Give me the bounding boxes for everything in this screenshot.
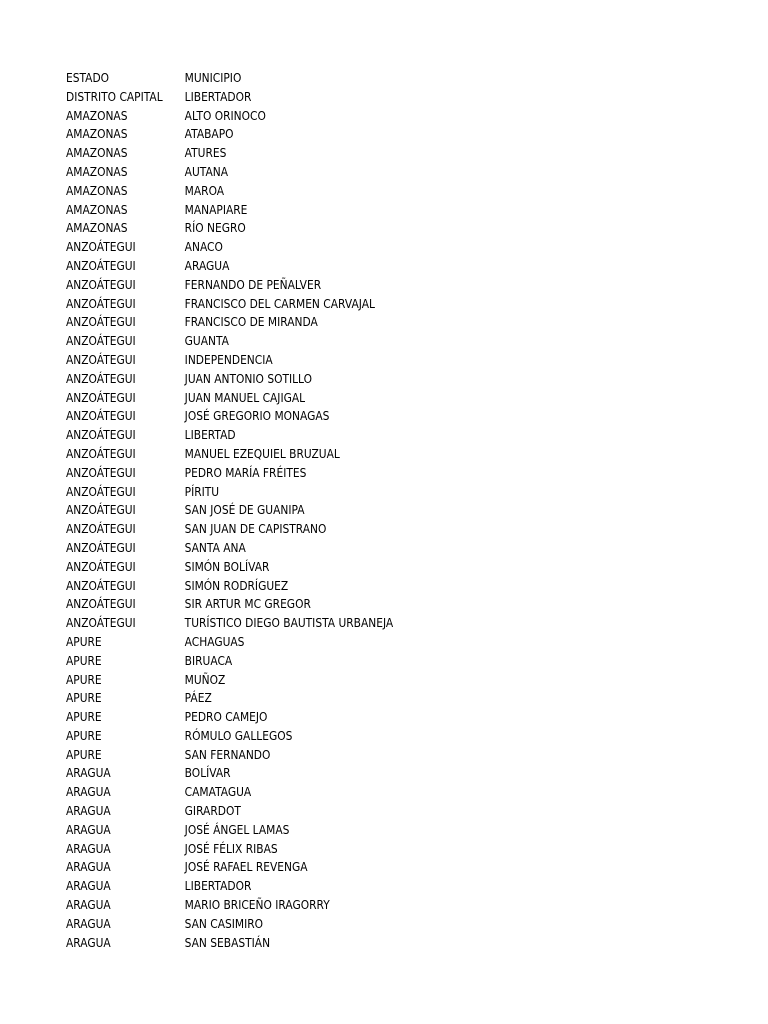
cell-estado: DISTRITO CAPITAL (66, 88, 163, 104)
cell-municipio: LIBERTAD (184, 427, 236, 443)
table-row (66, 558, 634, 577)
table-row (66, 877, 634, 896)
table-row (66, 370, 634, 389)
cell-estado: ANZOÁTEGUI (66, 539, 136, 555)
cell-municipio: ATABAPO (184, 126, 234, 142)
table-row (66, 182, 634, 201)
table-row (66, 614, 634, 633)
table-row (66, 858, 634, 877)
cell-estado: APURE (66, 690, 102, 706)
cell-municipio: SIMÓN BOLÍVAR (184, 558, 270, 574)
cell-municipio: BIRUACA (184, 652, 233, 668)
cell-estado: ANZOÁTEGUI (66, 615, 136, 631)
cell-municipio: PÁEZ (184, 690, 212, 706)
cell-estado: ARAGUA (66, 821, 111, 837)
cell-estado: AMAZONAS (66, 163, 128, 179)
cell-estado: ANZOÁTEGUI (66, 276, 136, 292)
table-row (66, 238, 634, 257)
table-row (66, 88, 634, 107)
cell-municipio: PEDRO MARÍA FRÉITES (184, 464, 307, 480)
table-row (66, 915, 634, 934)
cell-municipio: SIR ARTUR MC GREGOR (184, 596, 311, 612)
cell-estado: ARAGUA (66, 765, 111, 781)
cell-municipio: ALTO ORINOCO (184, 107, 266, 123)
cell-estado: APURE (66, 746, 102, 762)
header-estado: ESTADO (66, 70, 110, 85)
table-row (66, 125, 634, 144)
table-row (66, 520, 634, 539)
cell-municipio: JOSÉ FÉLIX RIBAS (184, 840, 278, 856)
cell-estado: ANZOÁTEGUI (66, 389, 136, 405)
table-row (66, 764, 634, 783)
table-row (66, 501, 634, 520)
cell-municipio: JOSÉ GREGORIO MONAGAS (184, 408, 330, 424)
table-row (66, 539, 634, 558)
cell-municipio: ACHAGUAS (184, 633, 245, 649)
cell-municipio: SAN SEBASTIÁN (184, 934, 271, 950)
cell-municipio: AUTANA (184, 163, 229, 179)
cell-estado: ARAGUA (66, 784, 111, 800)
cell-municipio: MANAPIARE (184, 201, 248, 217)
cell-estado: ANZOÁTEGUI (66, 370, 136, 386)
cell-estado: ARAGUA (66, 840, 111, 856)
table-row (66, 577, 634, 596)
cell-estado: AMAZONAS (66, 182, 128, 198)
cell-estado: ANZOÁTEGUI (66, 483, 136, 499)
cell-estado: ANZOÁTEGUI (66, 333, 136, 349)
cell-estado: ANZOÁTEGUI (66, 445, 136, 461)
cell-estado: AMAZONAS (66, 201, 128, 217)
table-row (66, 840, 634, 859)
cell-municipio: ARAGUA (184, 257, 230, 273)
cell-municipio: SAN JOSÉ DE GUANIPA (184, 502, 305, 518)
table-row (66, 257, 634, 276)
cell-municipio: FRANCISCO DEL CARMEN CARVAJAL (184, 295, 375, 311)
cell-municipio: JOSÉ RAFAEL REVENGA (184, 859, 308, 875)
cell-estado: ARAGUA (66, 934, 111, 950)
cell-estado: APURE (66, 727, 102, 743)
cell-estado: APURE (66, 671, 102, 687)
cell-estado: APURE (66, 709, 102, 725)
table-row (66, 389, 634, 408)
table-row (66, 295, 634, 314)
table-row (66, 633, 634, 652)
cell-estado: ANZOÁTEGUI (66, 596, 136, 612)
cell-municipio: ANACO (184, 239, 223, 255)
table-row (66, 163, 634, 182)
cell-municipio: SANTA ANA (184, 539, 246, 555)
cell-municipio: CAMATAGUA (184, 784, 252, 800)
cell-municipio: BOLÍVAR (184, 765, 231, 781)
cell-estado: ANZOÁTEGUI (66, 558, 136, 574)
cell-municipio: PEDRO CAMEJO (184, 709, 268, 725)
cell-estado: ANZOÁTEGUI (66, 408, 136, 424)
table-row (66, 821, 634, 840)
cell-estado: ANZOÁTEGUI (66, 464, 136, 480)
cell-estado: AMAZONAS (66, 107, 128, 123)
table-row (66, 201, 634, 220)
cell-estado: APURE (66, 652, 102, 668)
table-row (66, 746, 634, 765)
cell-estado: ANZOÁTEGUI (66, 295, 136, 311)
table-row (66, 276, 634, 295)
table-row (66, 783, 634, 802)
cell-estado: AMAZONAS (66, 126, 128, 142)
cell-estado: ARAGUA (66, 803, 111, 819)
cell-estado: AMAZONAS (66, 220, 128, 236)
table-row (66, 144, 634, 163)
cell-estado: ANZOÁTEGUI (66, 521, 136, 537)
table-row (66, 445, 634, 464)
cell-estado: ARAGUA (66, 859, 111, 875)
cell-estado: ANZOÁTEGUI (66, 502, 136, 518)
table-row (66, 219, 634, 238)
cell-municipio: GIRARDOT (184, 803, 241, 819)
cell-municipio: SAN JUAN DE CAPISTRANO (184, 521, 327, 537)
cell-estado: APURE (66, 633, 102, 649)
header-municipio: MUNICIPIO (184, 70, 242, 85)
table-row (66, 727, 634, 746)
table-row (66, 464, 634, 483)
cell-municipio: JUAN MANUEL CAJIGAL (184, 389, 306, 405)
cell-estado: ANZOÁTEGUI (66, 351, 136, 367)
table-row (66, 107, 634, 126)
table-row (66, 595, 634, 614)
table-row (66, 689, 634, 708)
table-row (66, 407, 634, 426)
table-row (66, 332, 634, 351)
cell-municipio: MANUEL EZEQUIEL BRUZUAL (184, 445, 340, 461)
table-row (66, 896, 634, 915)
cell-estado: ARAGUA (66, 878, 111, 894)
table-body (66, 88, 726, 953)
table-row (66, 934, 634, 953)
cell-municipio: MAROA (184, 182, 225, 198)
table-row (66, 708, 634, 727)
table-row (66, 313, 634, 332)
cell-estado: ANZOÁTEGUI (66, 427, 136, 443)
cell-municipio: SAN FERNANDO (184, 746, 271, 762)
cell-municipio: RÓMULO GALLEGOS (184, 727, 293, 743)
cell-municipio: MARIO BRICEÑO IRAGORRY (184, 897, 330, 913)
table-row (66, 483, 634, 502)
cell-municipio: SAN CASIMIRO (184, 915, 264, 931)
cell-municipio: RÍO NEGRO (184, 220, 246, 236)
cell-municipio: LIBERTADOR (184, 88, 252, 104)
cell-municipio: JUAN ANTONIO SOTILLO (184, 370, 313, 386)
cell-municipio: MUÑOZ (184, 671, 226, 687)
cell-estado: AMAZONAS (66, 145, 128, 161)
cell-estado: ANZOÁTEGUI (66, 257, 136, 273)
cell-municipio: LIBERTADOR (184, 878, 252, 894)
cell-municipio: FERNANDO DE PEÑALVER (184, 276, 322, 292)
table-row (66, 351, 634, 370)
table-row (66, 652, 634, 671)
cell-estado: ARAGUA (66, 897, 111, 913)
cell-municipio: PÍRITU (184, 483, 220, 499)
cell-municipio: SIMÓN RODRÍGUEZ (184, 577, 289, 593)
cell-estado: ARAGUA (66, 915, 111, 931)
cell-municipio: JOSÉ ÁNGEL LAMAS (184, 821, 290, 837)
cell-municipio: TURÍSTICO DIEGO BAUTISTA URBANEJA (184, 615, 394, 631)
cell-estado: ANZOÁTEGUI (66, 314, 136, 330)
table-header-row (66, 69, 634, 88)
cell-municipio: FRANCISCO DE MIRANDA (184, 314, 318, 330)
table-row (66, 426, 634, 445)
cell-estado: ANZOÁTEGUI (66, 239, 136, 255)
cell-estado: ANZOÁTEGUI (66, 577, 136, 593)
table-row (66, 671, 634, 690)
cell-municipio: ATURES (184, 145, 227, 161)
cell-municipio: INDEPENDENCIA (184, 351, 273, 367)
cell-municipio: GUANTA (184, 333, 229, 349)
municipios-table (66, 69, 726, 952)
table-row (66, 802, 634, 821)
